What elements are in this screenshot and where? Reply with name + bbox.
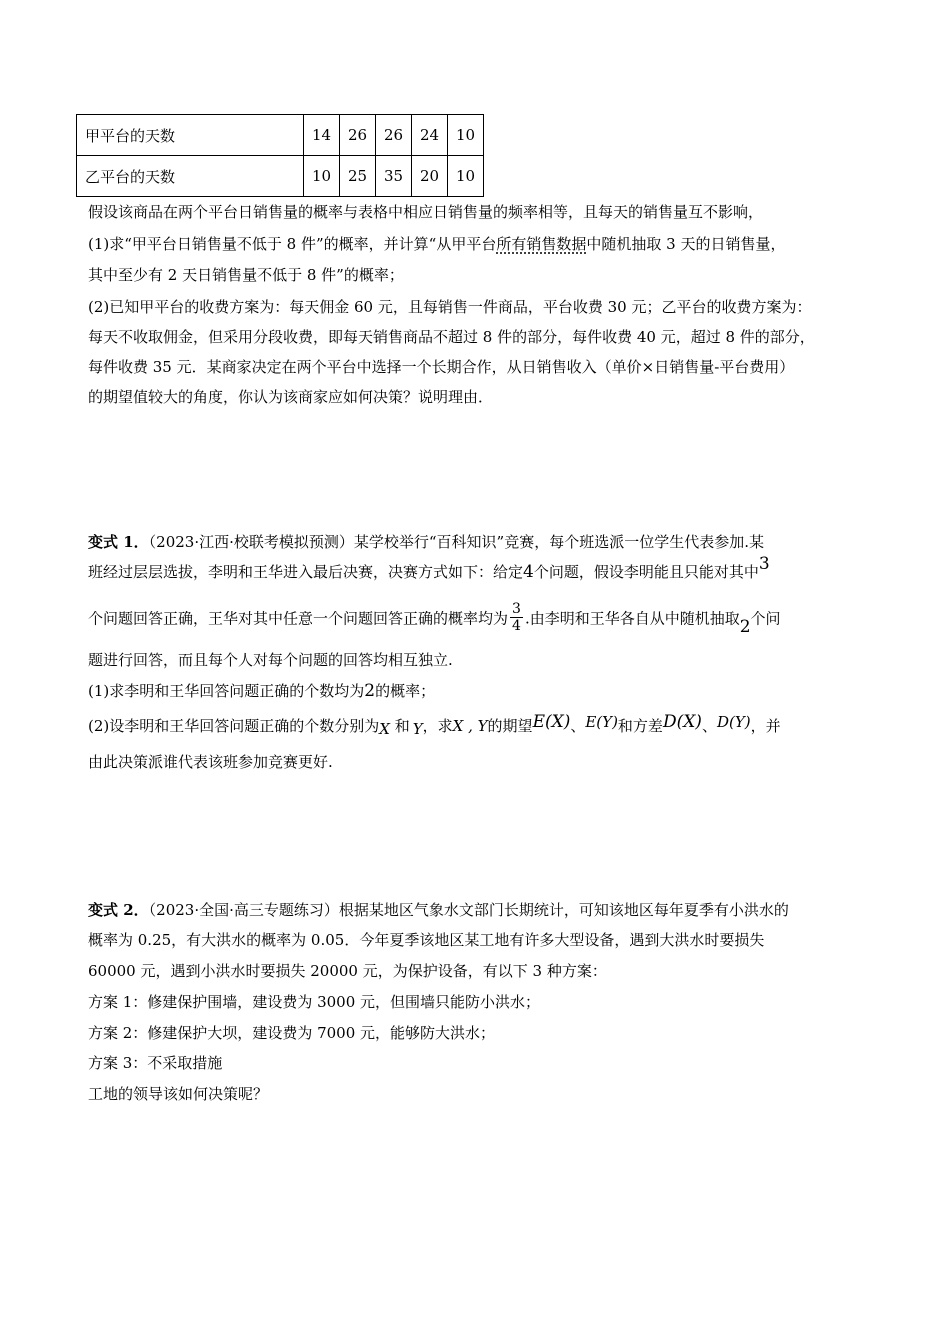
text: (2)设李明和王华回答问题正确的个数分别为 [88,717,380,735]
cell: 25 [340,156,376,197]
math-number: 3 [758,554,770,574]
text: 班经过层层选拔，李明和王华进入最后决赛，决赛方式如下：给定 [88,563,524,581]
text: 、 [701,717,717,735]
cell: 14 [304,115,340,156]
cell: 26 [376,115,412,156]
table-row [77,115,484,156]
variant2-intro [88,900,789,920]
text: (1)求李明和王华回答问题正确的个数均为 [88,682,365,700]
text: (1)求“甲平台日销售量不低于 8 件”的概率，并计算“从甲平台 [88,235,497,253]
variant2-question: 工地的领导该如何决策呢？ [88,1085,269,1103]
text: 的概率； [375,682,436,700]
plan-2: 方案 2：修建保护大坝，建设费为 7000 元，能够防大洪水； [88,1024,496,1042]
problem-q1 [88,234,785,254]
variant-label: 变式 1． [88,533,149,551]
problem-line: 假设该商品在两个平台日销售量的概率与表格中相应日销售量的频率相等，且每天的销售量互不影响， [88,203,764,221]
cell: 26 [340,115,376,156]
text: ，并 [750,717,781,735]
cell: 20 [412,156,448,197]
variant-label: 变式 2． [88,901,149,919]
text: （2023·江西·校联考模拟预测）某学校举行“百科知识”竞赛，每个班选派一位学生代表参加.某 [148,533,764,551]
cell: 10 [448,115,484,156]
text: 个问 [750,609,781,628]
text: .由李明和王华各自从中随机抽取 [524,609,740,628]
fraction [510,601,523,634]
variant1-line [88,603,781,636]
fraction-numerator: 3 [512,601,521,617]
variant2-line: 概率为 0.25，有大洪水的概率为 0.05．今年夏季该地区某工地有许多大型设备，遇到大洪水时要损失 [88,931,765,949]
row-label: 乙平台的天数 [77,156,304,197]
fraction-denominator: 4 [512,618,521,634]
cell: 24 [412,115,448,156]
table-row [77,156,484,197]
text: 、 [570,717,586,735]
plan-3: 方案 3：不采取措施 [88,1054,223,1072]
plan-1: 方案 1：修建保护围墙，建设费为 3000 元，但围墙只能防小洪水； [88,993,541,1011]
variant1-q1 [88,681,435,701]
variant1-line: 题进行回答，而且每个人对每个问题的回答均相互独立. [88,651,453,669]
math-var: Y [412,720,423,738]
math-number: 4 [523,562,534,582]
variant1-line: 由此决策派谁代表该班参加竞赛更好. [88,753,333,771]
text: ，求 [422,717,453,735]
math-var: X [379,720,390,738]
math-expr: E(X) [532,712,571,732]
math-expr: D(X) [662,712,702,732]
problem-line: 每天不收取佣金，但采用分段收费，即每天销售商品不超过 8 件的部分，每件收费 40 元，超过 8 件的部分， [88,328,815,346]
variant1-q2 [88,712,781,738]
math-expr: D(Y) [716,713,751,731]
math-number: 2 [364,681,376,701]
cell: 10 [304,156,340,197]
text: （2023·全国·高三专题练习）根据某地区气象水文部门长期统计，可知该地区每年夏季有小洪水的 [148,901,789,919]
row-label: 甲平台的天数 [77,115,304,156]
problem-line: 每件收费 35 元．某商家决定在两个平台中选择一个长期合作，从日销售收入（单价×日销售量-平台费用） [88,358,795,376]
variant1-line [88,554,770,582]
problem-q2: (2)已知甲平台的收费方案为：每天佣金 60 元，且每销售一件商品，平台收费 30 元；乙平台的收费方案为： [88,298,812,316]
math-var: X , Y [452,717,488,735]
problem-line: 其中至少有 2 天日销售量不低于 8 件”的概率； [88,266,404,284]
problem-line: 的期望值较大的角度，你认为该商家应如何决策？说明理由． [88,388,494,406]
cell: 10 [448,156,484,197]
text: 和方差 [617,717,663,735]
emphasized-text: 所有销售数据 [496,235,587,253]
cell: 35 [376,156,412,197]
sales-table [76,114,484,197]
variant2-line: 60000 元，遇到小洪水时要损失 20000 元，为保护设备，有以下 3 种方案： [88,962,607,980]
math-number: 2 [739,616,751,637]
math-expr: E(Y) [585,713,618,731]
text: 和 [394,717,410,735]
variant1-intro [88,532,764,552]
text: 中随机抽取 3 天的日销售量， [586,235,786,253]
text: 的期望 [487,717,533,735]
text: 个问题回答正确，王华对其中任意一个问题回答正确的概率均为 [88,609,509,628]
text: 个问题，假设李明能且只能对其中 [533,563,759,581]
